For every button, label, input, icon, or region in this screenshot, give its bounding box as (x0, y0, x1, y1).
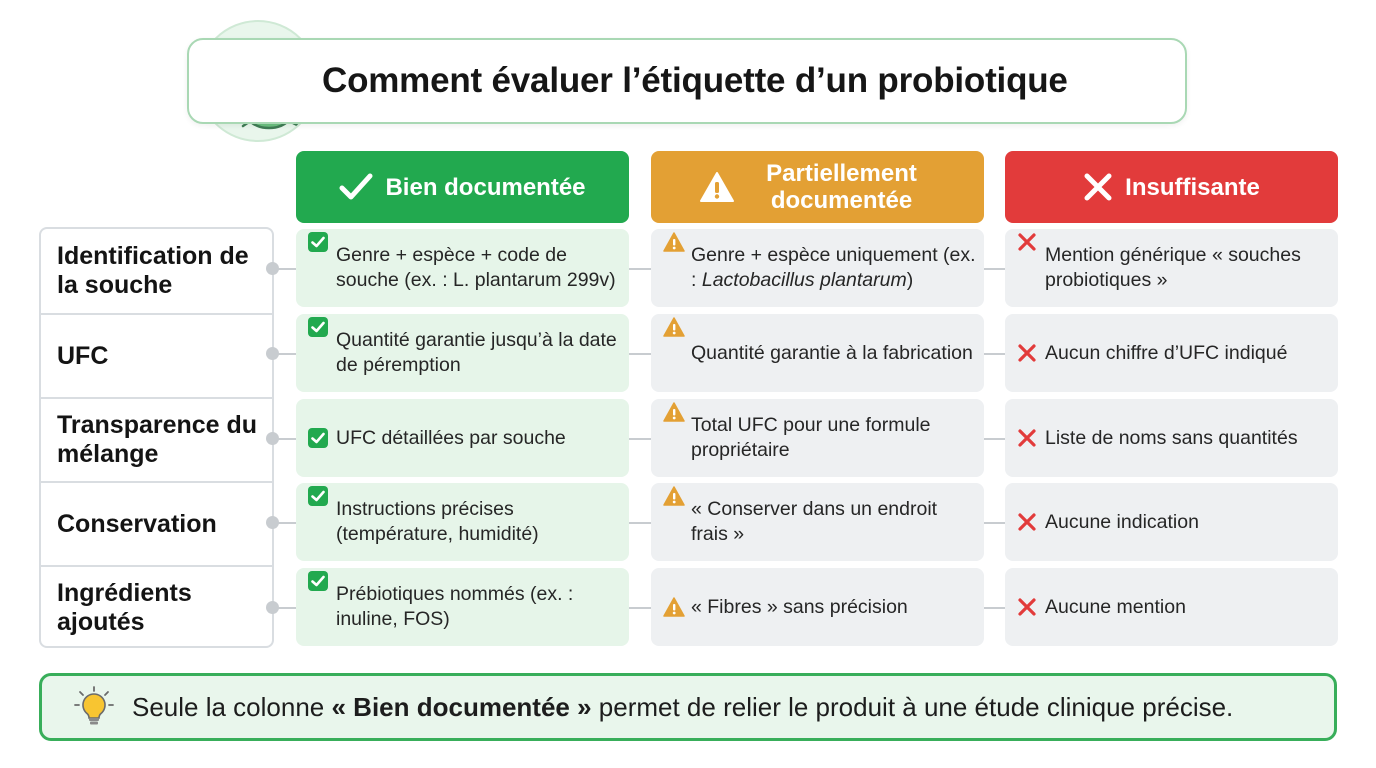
connector-dot (266, 432, 279, 445)
lightbulb-icon (72, 686, 116, 735)
cell-bad (1005, 314, 1338, 392)
cell-text: Prébiotiques nommés (ex. : inuline, FOS) (336, 583, 574, 630)
warning-icon (663, 402, 685, 422)
criterion-label: UFC (41, 313, 272, 397)
cross-icon (1017, 512, 1039, 532)
warning-icon (663, 317, 685, 337)
cell-text: Genre + espèce uniquement (ex. : Lactobacillus plantarum) (691, 244, 976, 291)
column-header-partial (651, 151, 984, 223)
cross-icon (1017, 232, 1039, 252)
cell-text: Total UFC pour une formule propriétaire (691, 414, 931, 461)
footer-text: Seule la colonne « Bien documentée » permet de relier le produit à une étude clinique précise. (132, 692, 1234, 722)
warning-icon (663, 486, 685, 506)
column-label-good: Bien documentée (385, 173, 586, 201)
cell-text: Mention générique « souches probiotiques » (1045, 244, 1301, 291)
connector-line (984, 522, 1005, 524)
cross-icon (1017, 343, 1039, 363)
cell-partial (651, 314, 984, 392)
connector-dot (266, 516, 279, 529)
column-header-good (296, 151, 629, 223)
cross-icon (1083, 172, 1113, 202)
connector-line (629, 268, 651, 270)
cell-bad (1005, 229, 1338, 307)
criterion-label: Conservation (41, 481, 272, 565)
connector-line (629, 522, 651, 524)
cell-text: Genre + espèce + code de souche (ex. : L. plantarum 299v) (336, 244, 616, 291)
connector-line (629, 607, 651, 609)
check-box-icon (308, 486, 330, 506)
cell-text: Quantité garantie jusqu’à la date de péremption (336, 329, 617, 376)
cell-text: Liste de noms sans quantités (1045, 426, 1298, 449)
cell-partial (651, 399, 984, 477)
cell-text: Instructions précises (température, humidité) (336, 498, 539, 545)
title-card (187, 38, 1187, 124)
connector-dot (266, 601, 279, 614)
column-header-bad (1005, 151, 1338, 223)
cell-text: Aucune mention (1045, 595, 1186, 618)
warning-icon (663, 597, 685, 617)
connector-line (984, 353, 1005, 355)
check-box-icon (308, 571, 330, 591)
criterion-label: Ingrédients ajoutés (41, 565, 272, 649)
warning-icon (699, 171, 735, 203)
connector-line (629, 353, 651, 355)
cell-good (296, 483, 629, 561)
cell-bad (1005, 399, 1338, 477)
check-box-icon (308, 232, 330, 252)
connector-line (984, 607, 1005, 609)
cell-partial (651, 483, 984, 561)
connector-line (984, 438, 1005, 440)
footer-note (39, 673, 1337, 741)
check-icon (339, 172, 373, 202)
cell-text: Quantité garantie à la fabrication (691, 341, 973, 364)
cell-text: UFC détaillées par souche (336, 426, 566, 449)
cell-good (296, 229, 629, 307)
check-box-icon (308, 428, 330, 448)
cell-bad (1005, 568, 1338, 646)
check-box-icon (308, 317, 330, 337)
cell-text: « Conserver dans un endroit frais » (691, 498, 938, 545)
connector-line (629, 438, 651, 440)
cell-partial (651, 568, 984, 646)
warning-icon (663, 232, 685, 252)
cell-bad (1005, 483, 1338, 561)
cell-good (296, 314, 629, 392)
criterion-label: Transparence du mélange (41, 397, 272, 481)
criteria-column (39, 227, 274, 648)
cross-icon (1017, 428, 1039, 448)
connector-dot (266, 262, 279, 275)
cross-icon (1017, 597, 1039, 617)
cell-partial (651, 229, 984, 307)
connector-dot (266, 347, 279, 360)
connector-line (984, 268, 1005, 270)
criterion-label: Identification de la souche (57, 242, 249, 299)
cell-good (296, 399, 629, 477)
cell-good (296, 568, 629, 646)
cell-text: Aucune indication (1045, 510, 1199, 533)
page-title: Comment évaluer l’étiquette d’un probiotique (322, 61, 1068, 100)
column-label-bad: Insuffisante (1125, 173, 1260, 201)
cell-text: Aucun chiffre d’UFC indiqué (1045, 341, 1288, 364)
column-label-partial: Partiellement documentée (766, 160, 917, 214)
cell-text: « Fibres » sans précision (691, 595, 908, 618)
